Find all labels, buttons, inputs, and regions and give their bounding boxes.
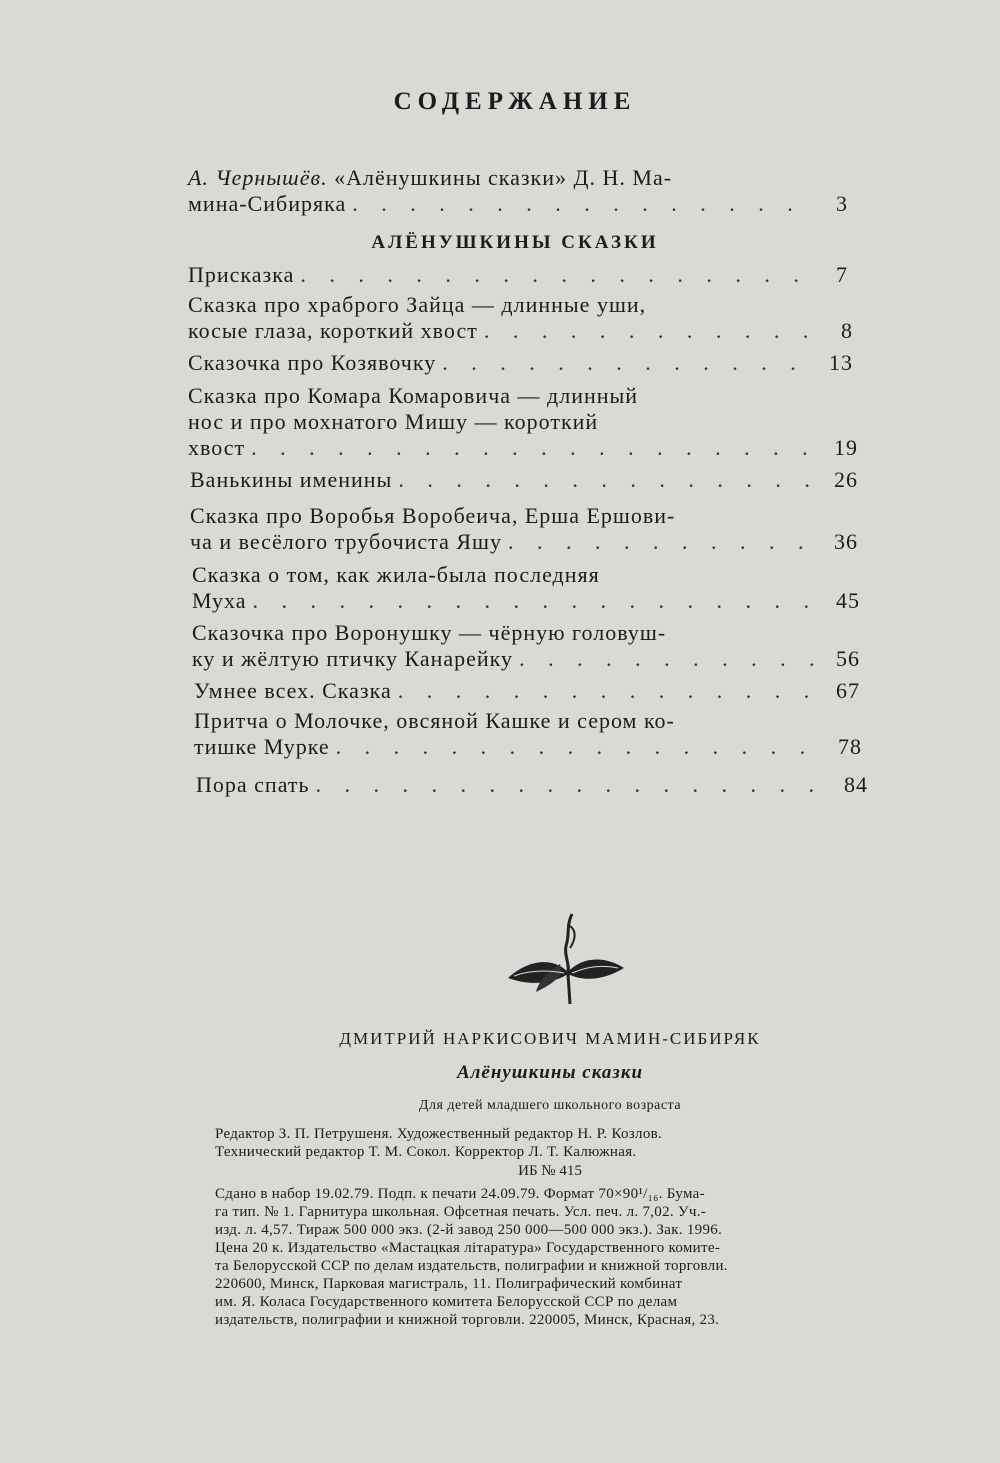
toc-entry xyxy=(188,383,858,461)
dot-leader xyxy=(519,646,824,672)
toc-entry xyxy=(188,350,853,376)
toc-entry xyxy=(188,292,853,344)
entry-title-line: Присказка xyxy=(188,262,295,287)
entry-title-line: ча и весёлого трубочиста Яшу xyxy=(190,529,502,554)
dot-leader xyxy=(336,734,826,760)
dot-leader xyxy=(300,262,812,288)
entry-title-line: Сказка про Воробья Воробеича, Ерша Ершови- xyxy=(190,503,676,528)
toc-entry xyxy=(190,503,858,555)
entry-title-line: Сказка о том, как жила-была последняя xyxy=(192,562,600,587)
dot-leader xyxy=(253,588,825,614)
dot-leader xyxy=(484,318,817,344)
entry-title-line: ку и жёлтую птичку Канарейку xyxy=(192,646,514,671)
print-info-line: Сдано в набор 19.02.79. Подп. к печати 24.09.79. Формат 70×90¹/₁₆. Бума- xyxy=(215,1186,705,1202)
toc-title: СОДЕРЖАНИЕ xyxy=(393,88,637,115)
entry-title-line: Сказочка про Воронушку — чёрную головуш- xyxy=(192,620,667,645)
dot-leader xyxy=(442,350,817,376)
toc-entry xyxy=(190,467,858,493)
entry-title-line: хвост xyxy=(188,435,246,460)
entry-title-line: Сказочка про Козявочку xyxy=(188,350,437,375)
section-title: АЛЁНУШКИНЫ СКАЗКИ xyxy=(371,232,659,253)
page-number: 78 xyxy=(838,734,862,759)
entry-title-line: Притча о Молочке, овсяной Кашке и сером ко- xyxy=(194,708,675,733)
print-info-line: та Белорусской ССР по делам издательств, полиграфии и книжной торговли. xyxy=(215,1258,728,1274)
page-number: 13 xyxy=(829,350,853,375)
entry-title-line: Сказка про храброго Зайца — длинные уши, xyxy=(188,292,647,317)
leaf-ornament-icon xyxy=(500,912,630,1007)
dot-leader xyxy=(352,191,812,217)
entry-title-line: косые глаза, короткий хвост xyxy=(188,318,478,343)
editors-line: Редактор З. П. Петрушеня. Художественный редактор Н. Р. Козлов. xyxy=(215,1126,663,1142)
entry-title-line: Ванькины именины xyxy=(190,467,393,492)
page-number: 36 xyxy=(834,529,858,554)
print-info-line: издательств, полиграфии и книжной торговли. 220005, Минск, Красная, 23. xyxy=(215,1312,720,1328)
entry-title-line: Сказка про Комара Комаровича — длинный xyxy=(188,383,639,408)
dot-leader xyxy=(316,772,832,798)
entry-title-line: нос и про мохнатого Мишу — короткий xyxy=(188,409,599,434)
entry-title-line: Умнее всех. Сказка xyxy=(194,678,392,703)
entry-title-line: Пора спать xyxy=(196,772,310,797)
page-number: 67 xyxy=(836,678,860,703)
dot-leader xyxy=(398,678,824,704)
toc-entry-intro xyxy=(188,165,848,217)
toc-entry xyxy=(192,562,860,614)
editors-line: Технический редактор Т. М. Сокол. Корректор Л. Т. Калюжная. xyxy=(215,1144,637,1160)
audience-note: Для детей младшего школьного возраста xyxy=(418,1098,682,1113)
print-info-line: га тип. № 1. Гарнитура школьная. Офсетная печать. Усл. печ. л. 7,02. Уч.- xyxy=(215,1204,707,1220)
page-number: 84 xyxy=(844,772,868,797)
toc-entry xyxy=(194,678,860,704)
page-number: 7 xyxy=(836,262,848,287)
intro-author: А. Чернышёв. xyxy=(188,165,328,190)
print-info-line: им. Я. Коласа Государственного комитета Белорусской ССР по делам xyxy=(215,1294,678,1310)
entry-title-line: Муха xyxy=(192,588,247,613)
print-info-block xyxy=(215,1185,905,1329)
page-number: 3 xyxy=(836,191,848,216)
page-number: 26 xyxy=(834,467,858,492)
editors-block xyxy=(215,1125,905,1161)
toc-entry xyxy=(196,772,868,798)
toc-entry xyxy=(188,262,848,288)
print-info-line: Цена 20 к. Издательство «Мастацкая лiтаратура» Государственного комите- xyxy=(215,1240,721,1256)
intro-title-line2: мина-Сибиряка xyxy=(188,191,347,216)
ib-number: ИБ № 415 xyxy=(518,1163,582,1179)
page-number: 56 xyxy=(836,646,860,671)
print-info-line: изд. л. 4,57. Тираж 500 000 экз. (2-й завод 250 000—500 000 экз.). Зак. 1996. xyxy=(215,1222,723,1238)
entry-title-line: тишке Мурке xyxy=(194,734,330,759)
intro-title-line1: «Алёнушкины сказки» Д. Н. Ма- xyxy=(334,165,673,190)
dot-leader xyxy=(508,529,822,555)
dot-leader xyxy=(398,467,822,493)
toc-entry xyxy=(192,620,860,672)
page-number: 8 xyxy=(841,318,853,343)
print-info-line: 220600, Минск, Парковая магистраль, 11. Полиграфический комбинат xyxy=(215,1276,683,1292)
dot-leader xyxy=(251,435,822,461)
page-number: 45 xyxy=(836,588,860,613)
toc-entry xyxy=(194,708,862,760)
page-number: 19 xyxy=(834,435,858,460)
book-title: Алёнушкины сказки xyxy=(456,1062,644,1083)
author-name: ДМИТРИЙ НАРКИСОВИЧ МАМИН-СИБИРЯК xyxy=(339,1029,761,1048)
